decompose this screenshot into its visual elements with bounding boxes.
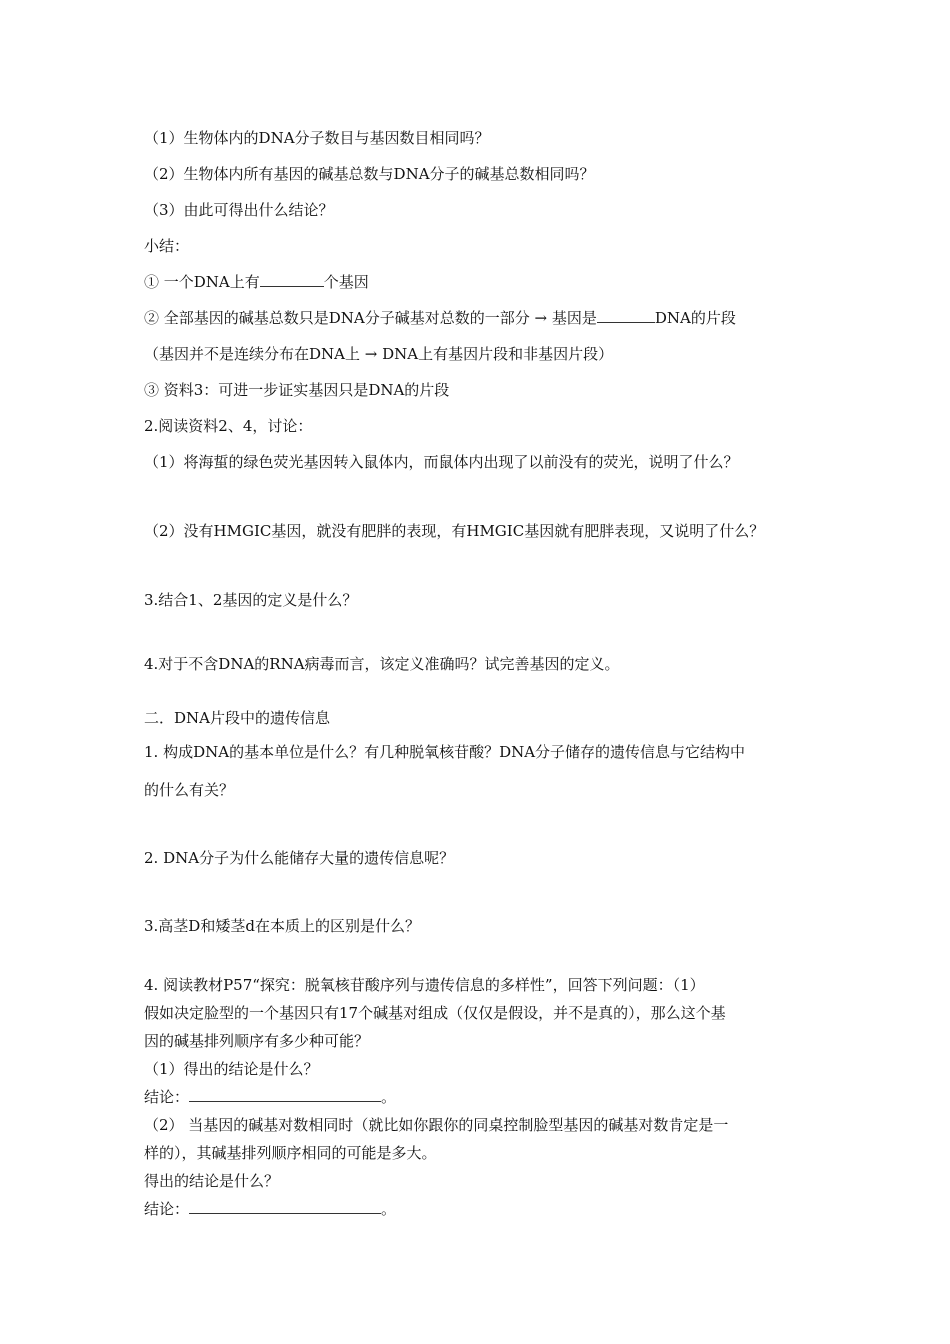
conclusion-1: [144, 1087, 396, 1107]
question-3: 3.结合1、2基因的定义是什么？: [144, 591, 358, 609]
question-1-2: （2）生物体内所有基因的碱基总数与DNA分子的碱基总数相同吗？: [144, 165, 595, 183]
question-2: 2.阅读资料2、4，讨论：: [144, 417, 313, 435]
section-2-question-4-line-3: 因的碱基排列顺序有多少种可能？: [144, 1032, 370, 1050]
fill-blank[interactable]: [189, 1087, 381, 1102]
section-2-question-4-sub-2-line-3: 得出的结论是什么？: [144, 1172, 280, 1190]
summary-point-2-suffix: DNA的片段: [654, 309, 736, 327]
question-4: 4.对于不含DNA的RNA病毒而言，该定义准确吗？试完善基因的定义。: [144, 655, 620, 673]
fill-blank[interactable]: [260, 272, 324, 287]
summary-point-1-prefix: ① 一个DNA上有: [144, 273, 260, 291]
fill-blank[interactable]: [189, 1199, 381, 1214]
section-2-question-2: 2. DNA分子为什么能储存大量的遗传信息呢？: [144, 849, 455, 867]
section-2-question-3: 3.高茎D和矮茎d在本质上的区别是什么？: [144, 917, 420, 935]
section-2-question-4-sub-1: （1）得出的结论是什么？: [144, 1060, 319, 1078]
question-2-2: （2）没有HMGIC基因，就没有肥胖的表现，有HMGIC基因就有肥胖表现，又说明了什么？: [144, 522, 765, 540]
question-2-1: （1）将海蜇的绿色荧光基因转入鼠体内，而鼠体内出现了以前没有的荧光，说明了什么？: [144, 453, 739, 471]
section-2-question-1-line-2: 的什么有关？: [144, 781, 235, 799]
conclusion-end: 。: [381, 1088, 397, 1106]
summary-point-2-note: （基因并不是连续分布在DNA上 → DNA上有基因片段和非基因片段）: [144, 345, 614, 363]
question-1-1: （1）生物体内的DNA分子数目与基因数目相同吗？: [144, 129, 490, 147]
section-2-question-1-line-1: 1. 构成DNA的基本单位是什么？有几种脱氧核苷酸？DNA分子储存的遗传信息与它结构中: [144, 743, 746, 761]
conclusion-label: 结论：: [144, 1088, 190, 1106]
summary-point-1: [144, 272, 369, 292]
summary-point-2-prefix: ② 全部基因的碱基总数只是DNA分子碱基对总数的一部分 → 基因是: [144, 309, 597, 327]
question-1-3: （3）由此可得出什么结论？: [144, 201, 334, 219]
conclusion-2: [144, 1199, 396, 1219]
section-2-question-4-line-1: 4. 阅读教材P57“探究：脱氧核苷酸序列与遗传信息的多样性”，回答下列问题：（1）: [144, 976, 705, 994]
section-2-title: 二．DNA片段中的遗传信息: [144, 709, 330, 727]
summary-point-1-suffix: 个基因: [323, 273, 369, 291]
summary-title: 小结：: [144, 237, 190, 255]
conclusion-label: 结论：: [144, 1200, 190, 1218]
section-2-question-4-sub-2-line-2: 样的），其碱基排列顺序相同的可能是多大。: [144, 1144, 437, 1162]
section-2-question-4-line-2: 假如决定脸型的一个基因只有17个碱基对组成（仅仅是假设，并不是真的），那么这个基: [144, 1004, 726, 1022]
conclusion-end: 。: [381, 1200, 397, 1218]
fill-blank[interactable]: [597, 308, 655, 323]
summary-point-3: ③ 资料3：可进一步证实基因只是DNA的片段: [144, 381, 450, 399]
summary-point-2: [144, 308, 736, 328]
section-2-question-4-sub-2-line-1: （2） 当基因的碱基对数相同时（就比如你跟你的同桌控制脸型基因的碱基对数肯定是一: [144, 1116, 729, 1134]
